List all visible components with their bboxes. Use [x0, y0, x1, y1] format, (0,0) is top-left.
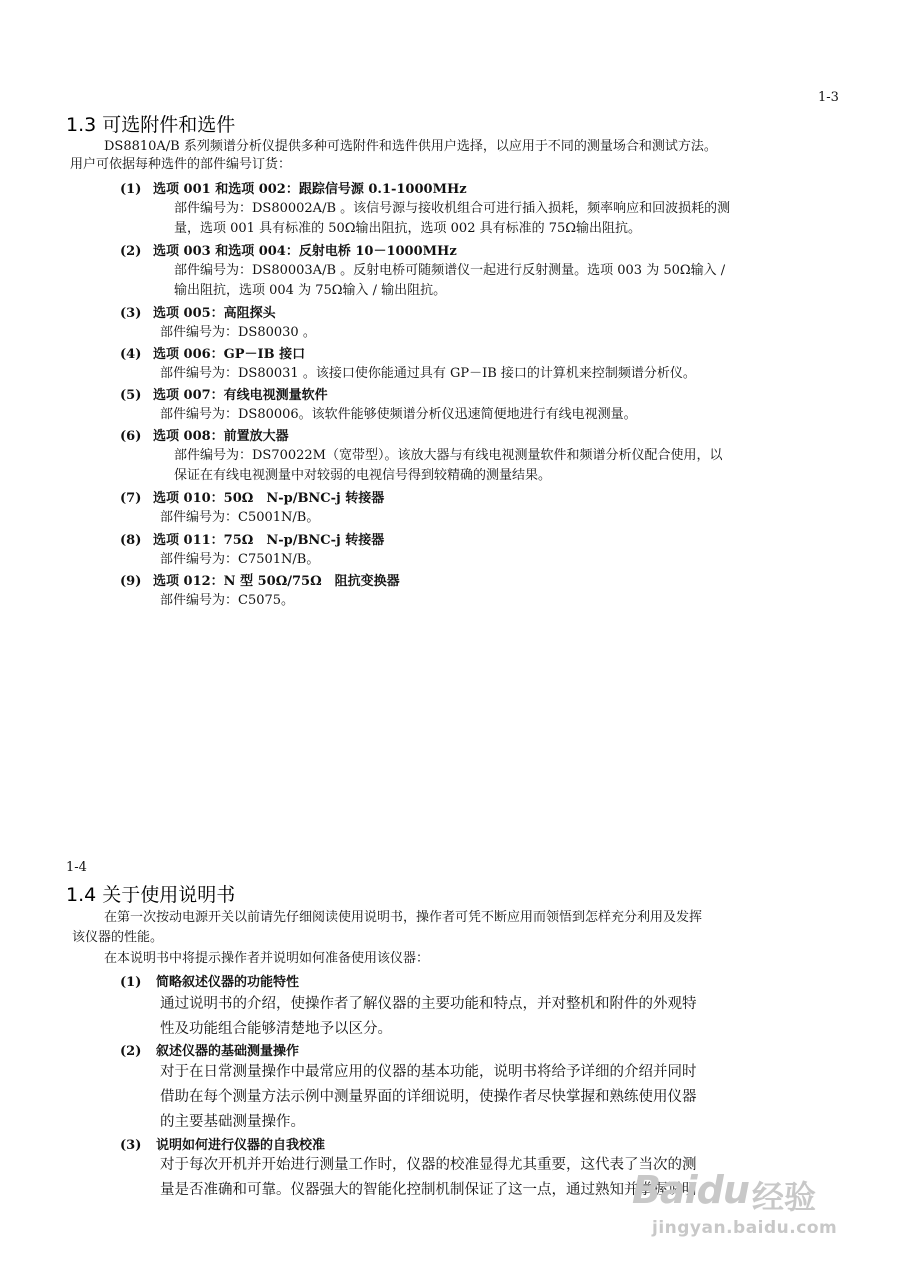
manual-item-1 [120, 971, 299, 990]
item-title: 简略叙述仪器的功能特性 [156, 975, 300, 990]
watermark-product-label: 经验 [752, 1178, 817, 1216]
option-number: (2) [120, 244, 142, 259]
option-item-2 [120, 240, 457, 259]
option-1-desc-line-2: 量，选项 001 具有标准的 50Ω输出阻抗，选项 002 具有标准的 75Ω输出阻抗。 [174, 221, 642, 236]
option-5-desc-line-1: 部件编号为：DS80006。该软件能够使频谱分析仪迅速简便地进行有线电视测量。 [160, 407, 637, 422]
item-number: (1) [120, 975, 142, 990]
option-title: 选项 007：有线电视测量软件 [153, 388, 328, 403]
baidu-jingyan-watermark [632, 1168, 872, 1248]
option-item-6 [120, 425, 289, 444]
page-number-bottom: 1-4 [66, 860, 87, 875]
option-number: (1) [120, 182, 142, 197]
option-number: (5) [120, 388, 142, 403]
option-4-desc-line-1: 部件编号为：DS80031 。该接口使你能通过具有 GP－IB 接口的计算机来控制频谱分析仪。 [160, 366, 696, 381]
option-title: 选项 012：N 型 50Ω/75Ω 阻抗变换器 [153, 574, 400, 589]
option-item-7 [120, 487, 384, 506]
option-item-1 [120, 178, 467, 197]
option-title: 选项 010：50Ω N-p/BNC-j 转接器 [153, 491, 385, 506]
option-3-desc-line-1: 部件编号为：DS80030 。 [160, 325, 316, 340]
manual-item-2 [120, 1040, 299, 1059]
option-number: (3) [120, 306, 142, 321]
section-heading-1-4: 1.4 关于使用说明书 [66, 884, 236, 906]
option-number: (8) [120, 533, 142, 548]
option-title: 选项 008：前置放大器 [153, 429, 289, 444]
item-title: 说明如何进行仪器的自我校准 [156, 1138, 326, 1153]
option-6-desc-line-1: 部件编号为：DS70022M（宽带型）。该放大器与有线电视测量软件和频谱分析仪配合使用，以 [174, 448, 723, 463]
para1-line-1: 在第一次按动电源开关以前请先仔细阅读使用说明书，操作者可凭不断应用而领悟到怎样充分利用及发挥 [104, 910, 703, 925]
item-2-line-2: 借助在每个测量方法示例中测量界面的详细说明，使操作者尽快掌握和熟练使用仪器 [160, 1089, 697, 1105]
intro-line-2: 用户可依据每种选件的部件编号订货： [70, 157, 292, 172]
item-number: (3) [120, 1138, 142, 1153]
option-item-4 [120, 343, 305, 362]
option-item-5 [120, 384, 328, 403]
option-2-desc-line-2: 输出阻抗，选项 004 为 75Ω输入 / 输出阻抗。 [174, 283, 447, 298]
option-9-desc-line-1: 部件编号为：C5075。 [160, 593, 295, 608]
option-title: 选项 006：GP－IB 接口 [153, 347, 306, 362]
page-number-top: 1-3 [818, 90, 839, 105]
option-number: (7) [120, 491, 142, 506]
watermark-url: jingyan.baidu.com [652, 1218, 838, 1238]
para1-line-2: 该仪器的性能。 [72, 930, 164, 945]
item-title: 叙述仪器的基础测量操作 [156, 1044, 300, 1059]
item-1-line-1: 通过说明书的介绍，使操作者了解仪器的主要功能和特点，并对整机和附件的外观特 [160, 996, 697, 1012]
item-number: (2) [120, 1044, 142, 1059]
option-number: (9) [120, 574, 142, 589]
item-3-line-1: 对于每次开机并开始进行测量工作时，仪器的校准显得尤其重要，这代表了当次的测 [160, 1157, 697, 1173]
intro-line-1: DS8810A/B 系列频谱分析仪提供多种可选附件和选件供用户选择，以应用于不同的测量场合和测试方法。 [104, 139, 717, 154]
option-title: 选项 005：高阻探头 [153, 306, 276, 321]
item-2-line-1: 对于在日常测量操作中最常应用的仪器的基本功能，说明书将给予详细的介绍并同时 [160, 1064, 697, 1080]
option-8-desc-line-1: 部件编号为：C7501N/B。 [160, 552, 320, 567]
option-title: 选项 011：75Ω N-p/BNC-j 转接器 [153, 533, 385, 548]
para2: 在本说明书中将提示操作者并说明如何准备使用该仪器： [104, 951, 430, 966]
option-number: (6) [120, 429, 142, 444]
option-title: 选项 001 和选项 002：跟踪信号源 0.1-1000MHz [153, 182, 467, 197]
item-2-line-3: 的主要基础测量操作。 [160, 1114, 305, 1130]
option-6-desc-line-2: 保证在有线电视测量中对较弱的电视信号得到较精确的测量结果。 [174, 468, 552, 483]
option-item-3 [120, 302, 276, 321]
option-1-desc-line-1: 部件编号为：DS80002A/B 。该信号源与接收机组合可进行插入损耗，频率响应和回波损耗的测 [174, 201, 731, 216]
option-2-desc-line-1: 部件编号为：DS80003A/B 。反射电桥可随频谱仪一起进行反射测量。选项 003 为 50Ω输入 / [174, 263, 726, 278]
option-7-desc-line-1: 部件编号为：C5001N/B。 [160, 510, 320, 525]
option-item-9 [120, 570, 400, 589]
option-title: 选项 003 和选项 004：反射电桥 10－1000MHz [153, 244, 457, 259]
option-number: (4) [120, 347, 142, 362]
baidu-logo-icon: Baidu [632, 1168, 749, 1212]
section-heading-1-3: 1.3 可选附件和选件 [66, 114, 236, 136]
item-1-line-2: 性及功能组合能够清楚地予以区分。 [160, 1021, 392, 1037]
item-3-line-2: 量是否准确和可靠。仪器强大的智能化控制机制保证了这一点，通过熟知并掌握说明 [160, 1182, 697, 1198]
option-item-8 [120, 529, 384, 548]
